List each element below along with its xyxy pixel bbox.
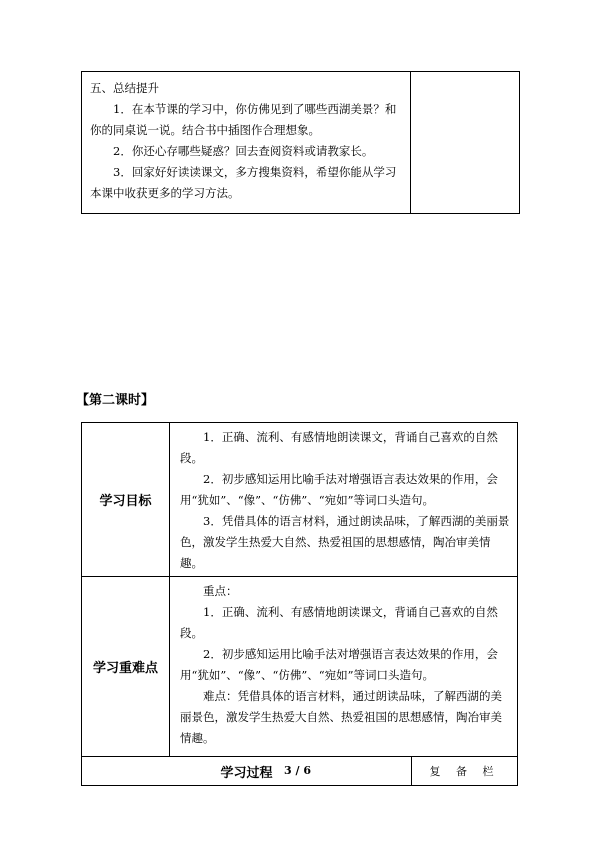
process-label: 学习过程 bbox=[82, 757, 412, 786]
goals-content bbox=[170, 423, 518, 577]
lesson-plan-table bbox=[81, 422, 518, 786]
prep-column-label: 复 备 栏 bbox=[412, 757, 518, 786]
goal-item-2: 2．初步感知运用比喻手法对增强语言表达效果的作用，会用“犹如”、“像”、“仿佛”、“宛如”等词口头造句。 bbox=[180, 472, 498, 507]
summary-cell bbox=[82, 72, 411, 214]
summary-title: 五、总结提升 bbox=[90, 81, 159, 95]
key-item-1: 1．正确、流利、有感情地朗读课文，背诵自己喜欢的自然段。 bbox=[180, 605, 498, 640]
key-points-label: 学习重难点 bbox=[82, 577, 170, 757]
goals-label: 学习目标 bbox=[82, 423, 170, 577]
second-lesson-heading: 【第二课时】 bbox=[76, 393, 155, 408]
key-item-2: 2．初步感知运用比喻手法对增强语言表达效果的作用，会用“犹如”、“像”、“仿佛”、“宛如”等词口头造句。 bbox=[180, 647, 498, 682]
summary-item-3: 3．回家好好读读课文，多方搜集资料，希望你能从学习本课中收获更多的学习方法。 bbox=[90, 165, 397, 200]
key-points-content bbox=[170, 577, 518, 757]
goal-item-3: 3．凭借具体的语言材料，通过朗读品味，了解西湖的美丽景色，激发学生热爱大自然、热爱祖国的思想感情，陶冶审美情趣。 bbox=[180, 514, 510, 570]
difficulty-text: 难点：凭借具体的语言材料，通过朗读品味，了解西湖的美丽景色，激发学生热爱大自然、热爱祖国的思想感情，陶冶审美情趣。 bbox=[180, 689, 502, 745]
page-number: 3 / 6 bbox=[284, 764, 311, 777]
key-title: 重点： bbox=[203, 584, 238, 598]
summary-notes-cell bbox=[411, 72, 520, 214]
goal-item-1: 1．正确、流利、有感情地朗读课文，背诵自己喜欢的自然段。 bbox=[180, 430, 498, 465]
summary-item-1: 1．在本节课的学习中，你仿佛见到了哪些西湖美景？和你的同桌说一说。结合书中插图作合理想象。 bbox=[90, 102, 397, 137]
summary-item-2: 2．你还心存哪些疑惑？回去查阅资料或请教家长。 bbox=[113, 144, 374, 158]
summary-table bbox=[81, 71, 520, 214]
